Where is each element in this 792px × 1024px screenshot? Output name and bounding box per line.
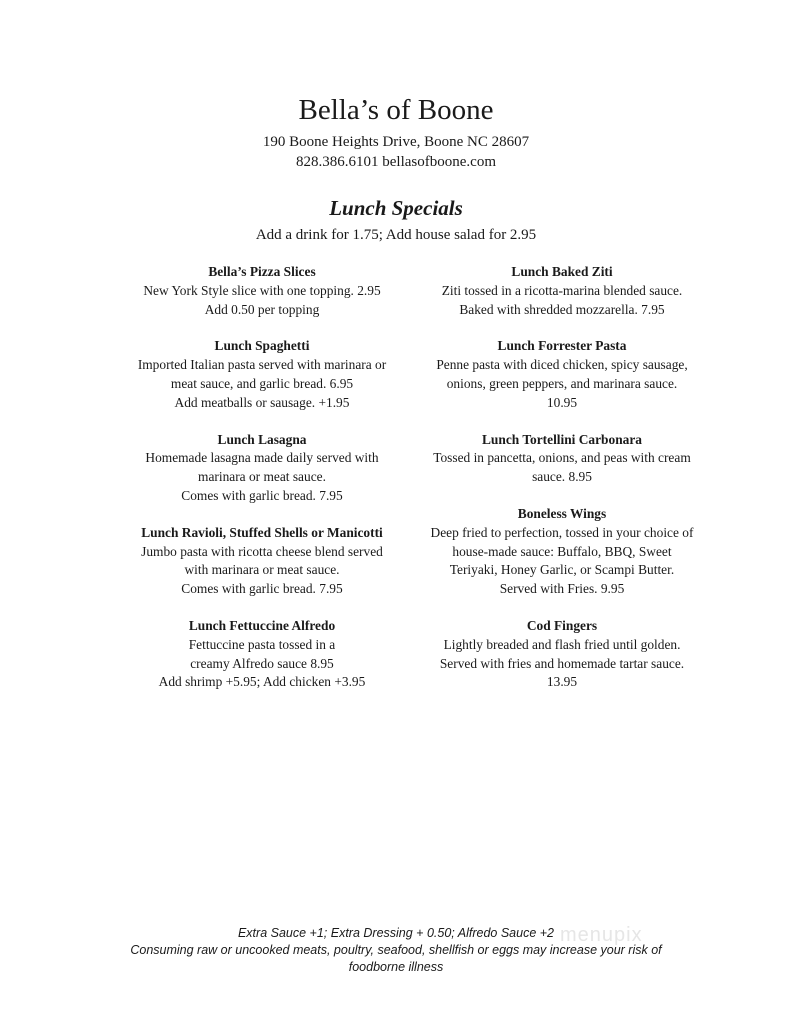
menu-item-forrester-pasta	[408, 337, 716, 412]
item-description: Baked with shredded mozzarella. 7.95	[459, 301, 665, 317]
item-name: Lunch Tortellini Carbonara	[482, 431, 642, 447]
item-description: with marinara or meat sauce.	[184, 562, 340, 578]
section-note: Add a drink for 1.75; Add house salad for 2.95	[255, 227, 537, 243]
item-description: creamy Alfredo sauce 8.95	[190, 655, 334, 671]
item-name: Lunch Forrester Pasta	[497, 338, 627, 354]
menu-item-boneless-wings	[408, 505, 716, 599]
menu-item-cod-fingers	[408, 617, 716, 692]
menu-item-pizza-slices	[82, 263, 442, 319]
footer-warning: Consuming raw or uncooked meats, poultry, seafood, shellfish or eggs may increase your risk of	[130, 943, 662, 957]
item-description: 13.95	[546, 674, 578, 690]
item-name: Lunch Fettuccine Alfredo	[188, 617, 336, 633]
item-description: Ziti tossed in a ricotta-marina blended sauce.	[441, 282, 683, 298]
item-description: Add meatballs or sausage. +1.95	[174, 394, 350, 410]
item-name: Lunch Ravioli, Stuffed Shells or Manicotti	[141, 524, 383, 540]
item-description: Deep fried to perfection, tossed in your choice of	[430, 524, 694, 540]
item-description: Homemade lasagna made daily served with	[145, 450, 379, 466]
item-description: marinara or meat sauce.	[198, 469, 326, 485]
menu-item-fettuccine-alfredo	[82, 617, 442, 692]
item-description: Fettuccine pasta tossed in a	[188, 636, 336, 652]
item-description: Comes with garlic bread. 7.95	[181, 487, 343, 503]
item-name: Boneless Wings	[517, 505, 607, 521]
item-description: Jumbo pasta with ricotta cheese blend served	[141, 543, 383, 559]
menu-item-baked-ziti	[408, 263, 716, 319]
watermark: menupix	[560, 924, 643, 946]
menu-item-tortellini-carbonara	[408, 431, 716, 487]
restaurant-contact: 828.386.6101 bellasofboone.com	[296, 154, 496, 170]
menu-column-right	[408, 263, 716, 692]
section-title: Lunch Specials	[329, 196, 463, 220]
item-description: 10.95	[546, 394, 578, 410]
menu-header	[0, 92, 792, 172]
menu-item-lasagna	[82, 431, 442, 506]
item-description: Imported Italian pasta served with marinara or	[137, 357, 387, 373]
item-description: Penne pasta with diced chicken, spicy sausage,	[436, 357, 688, 373]
item-description: Comes with garlic bread. 7.95	[181, 581, 343, 597]
item-description: Tossed in pancetta, onions, and peas with cream	[433, 450, 691, 466]
restaurant-address: 190 Boone Heights Drive, Boone NC 28607	[262, 134, 530, 150]
item-description: Teriyaki, Honey Garlic, or Scampi Butter.	[449, 562, 675, 578]
item-description: Add shrimp +5.95; Add chicken +3.95	[158, 674, 366, 690]
menu-footer	[0, 925, 792, 976]
item-description: Served with Fries. 9.95	[499, 581, 625, 597]
item-description: New York Style slice with one topping. 2.95	[143, 282, 381, 298]
menu-column-left	[82, 263, 442, 692]
item-description: Add 0.50 per topping	[204, 301, 320, 317]
item-name: Cod Fingers	[526, 617, 598, 633]
item-name: Bella’s Pizza Slices	[208, 264, 316, 279]
menu-item-ravioli	[82, 524, 442, 599]
footer-extras: Extra Sauce +1; Extra Dressing + 0.50; Alfredo Sauce +2	[237, 926, 555, 940]
item-name: Lunch Spaghetti	[214, 338, 310, 354]
item-description: meat sauce, and garlic bread. 6.95	[170, 375, 354, 391]
menu-item-spaghetti	[82, 337, 442, 412]
item-name: Lunch Baked Ziti	[511, 264, 613, 279]
item-description: Lightly breaded and flash fried until golden.	[443, 636, 681, 652]
item-description: onions, green peppers, and marinara sauce.	[446, 375, 678, 391]
item-description: sauce. 8.95	[532, 469, 592, 485]
footer-warning-cont: foodborne illness	[348, 960, 444, 974]
item-description: Served with fries and homemade tartar sauce.	[439, 655, 685, 671]
item-description: house-made sauce: Buffalo, BBQ, Sweet	[452, 543, 672, 559]
item-name: Lunch Lasagna	[217, 431, 307, 447]
restaurant-name: Bella’s of Boone	[298, 94, 494, 126]
